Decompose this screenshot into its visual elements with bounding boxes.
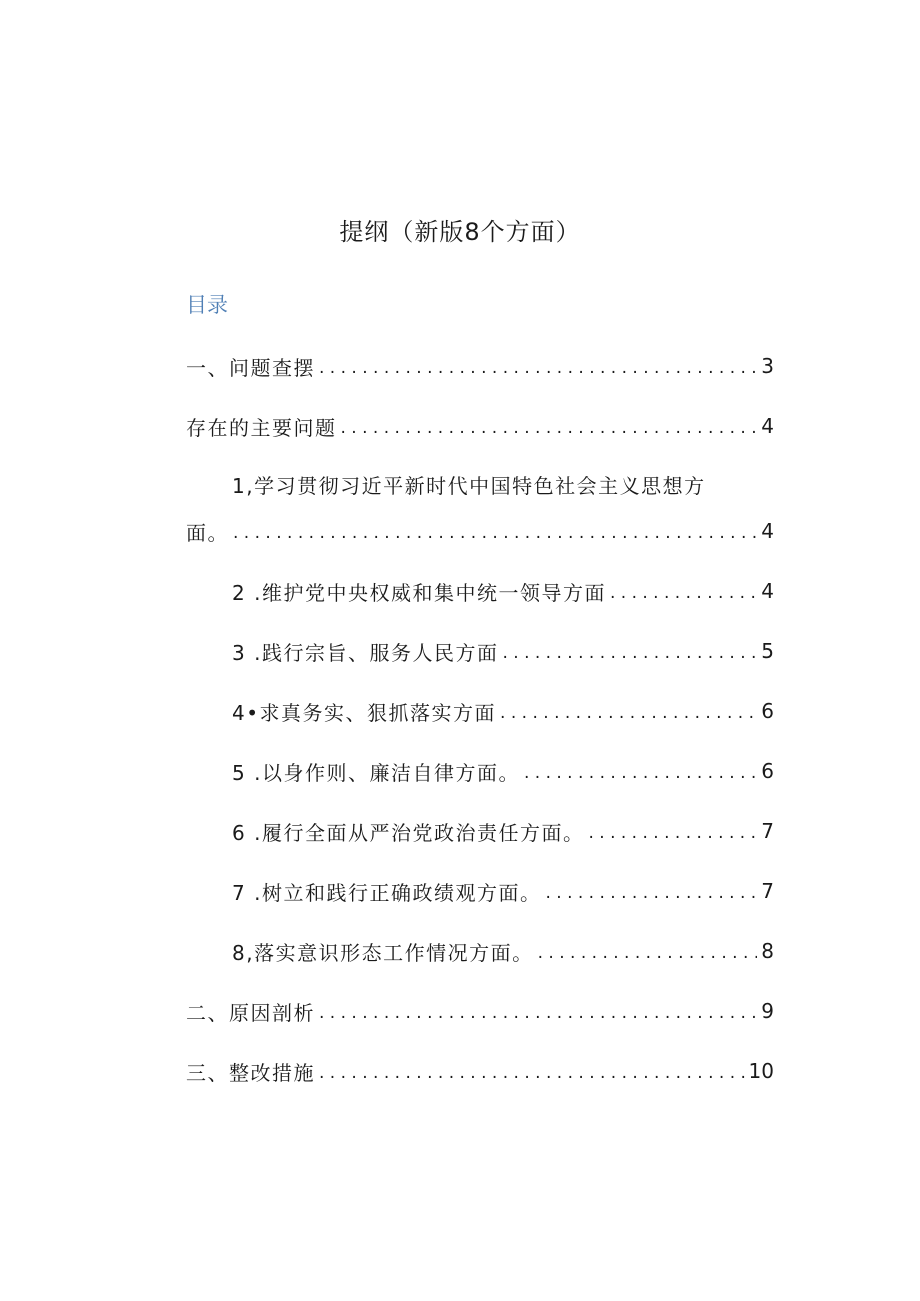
toc-page-number: 9 [761,999,774,1023]
toc-leader-dots [319,997,757,1025]
toc-entry-text: 三、整改措施 [186,1060,315,1085]
toc-page-number: 10 [748,1059,774,1083]
toc-entry-serve-people[interactable] [232,633,774,669]
toc-heading: 目录 [186,293,228,317]
toc-entry-text-line1[interactable]: 1,学习贯彻习近平新时代中国特色社会主义思想方 [232,474,706,498]
toc-entry-text: 8,落实意识形态工作情况方面。 [232,940,534,965]
toc-entry-ideology[interactable] [232,933,774,969]
toc-entry-problem-check[interactable] [186,348,774,384]
toc-entry-study-thought[interactable] [186,513,774,549]
toc-leader-dots [319,352,757,380]
toc-page-number: 6 [761,759,774,783]
toc-leader-dots [524,757,757,785]
toc-leader-dots [538,937,758,965]
toc-entry-text: 二、原因剖析 [186,1000,315,1025]
toc-entry-party-authority[interactable] [232,573,774,609]
toc-leader-dots [233,517,757,545]
toc-leader-dots [588,817,757,845]
toc-leader-dots [502,637,757,665]
toc-entry-main-problems[interactable] [186,408,774,444]
toc-page-number: 3 [761,354,774,378]
toc-entry-text: 5 .以身作则、廉洁自律方面。 [232,760,520,785]
toc-entry-text: 4•求真务实、狠抓落实方面 [232,700,497,725]
toc-entry-rectification[interactable] [186,1053,774,1089]
toc-leader-dots [319,1057,745,1085]
toc-entry-performance-view[interactable] [232,873,774,909]
toc-entry-text: 一、问题查摆 [186,355,315,380]
toc-entry-text: 3 .践行宗旨、服务人民方面 [232,640,499,665]
toc-entry-text: 2 .维护党中央权威和集中统一领导方面 [232,580,606,605]
toc-entry-text: 7 .树立和践行正确政绩观方面。 [232,880,542,905]
toc-leader-dots [610,577,757,605]
page-title: 提纲（新版8个方面） [339,218,581,246]
toc-entry-text: 6 .履行全面从严治党政治责任方面。 [232,820,585,845]
toc-entry-cause-analysis[interactable] [186,993,774,1029]
toc-page-number: 4 [761,579,774,603]
toc-entry-text: 存在的主要问题 [186,415,337,440]
toc-page-number: 7 [761,819,774,843]
toc-entry-pragmatic[interactable] [232,693,774,729]
toc-page-number: 7 [761,879,774,903]
toc-leader-dots [545,877,757,905]
toc-entry-party-governance[interactable] [232,813,774,849]
toc-entry-text: 面。 [186,520,229,545]
toc-leader-dots [500,697,757,725]
toc-page-number: 4 [761,414,774,438]
toc-page-number: 8 [761,939,774,963]
toc-page-number: 5 [761,639,774,663]
toc-entry-integrity[interactable] [232,753,774,789]
toc-page-number: 4 [761,519,774,543]
toc-page-number: 6 [761,699,774,723]
toc-leader-dots [341,412,758,440]
